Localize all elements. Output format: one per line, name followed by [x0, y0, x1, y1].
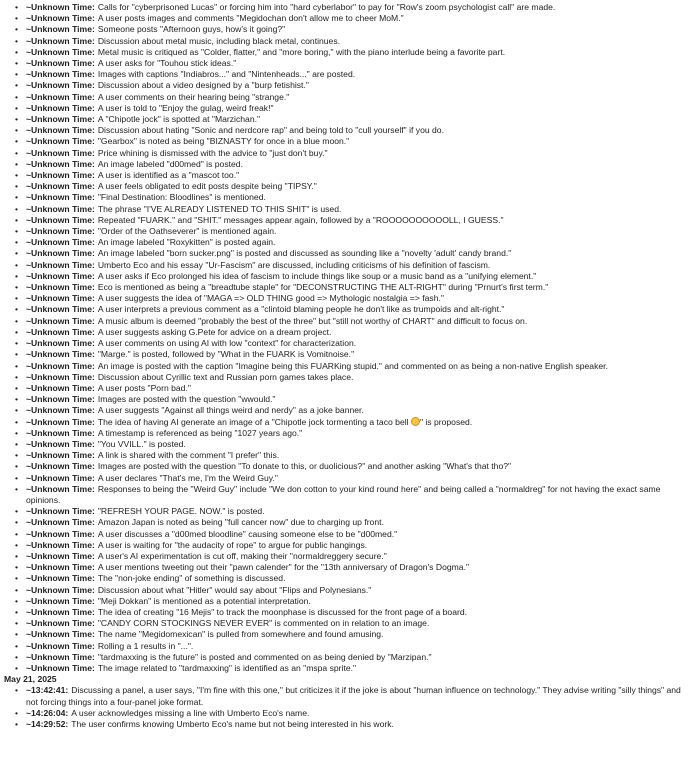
entry-text: Someone posts "Afternoon guys, how's it going?" [97, 24, 286, 35]
entry-time: ~Unknown Time: [26, 450, 95, 461]
list-item [21, 685, 689, 707]
entry-text: "Final Destination: Bloodlines" is mentioned. [97, 192, 266, 203]
date-heading: May 21, 2025 [4, 674, 57, 685]
list-item [21, 92, 689, 103]
entry-time: ~Unknown Time: [26, 573, 95, 584]
entry-time: ~Unknown Time: [26, 282, 95, 293]
list-item [21, 293, 689, 304]
entry-time: ~Unknown Time: [26, 326, 95, 337]
list-item [21, 148, 689, 159]
list-item [21, 607, 689, 618]
entry-time: ~Unknown Time: [26, 35, 95, 46]
entry-time: ~Unknown Time: [26, 203, 95, 214]
entry-time: ~Unknown Time: [26, 483, 95, 494]
entry-text: A user comments on using AI with low "context" for characterization. [97, 338, 357, 349]
entry-time: ~14:26:04: [26, 707, 69, 718]
entry-text: Discussion about hating "Sonic and nerdcore rap" and being told to "cull yourself" if you do. [97, 125, 444, 136]
list-item [21, 58, 689, 69]
entry-time: ~Unknown Time: [26, 506, 95, 517]
list-item [21, 652, 689, 663]
entry-text: A music album is deemed "probably the best of the three" but "still not worthy of CHART" and difficult to focus on. [97, 315, 528, 326]
entry-time: ~Unknown Time: [26, 338, 95, 349]
entry-text: Images are posted with the question "wwould." [97, 394, 276, 405]
entry-text: A user suggests asking G.Pete for advice on a dream project. [97, 326, 332, 337]
list-item [21, 540, 689, 551]
entry-text: A user acknowledges missing a line with Umberto Eco's name. [71, 707, 310, 718]
list-item [21, 47, 689, 58]
list-item [21, 719, 689, 730]
entry-time: ~Unknown Time: [26, 293, 95, 304]
entry-text: The phrase "I'VE ALREADY LISTENED TO THIS SHIT" is used. [97, 203, 342, 214]
entry-time: ~Unknown Time: [26, 349, 95, 360]
entry-text: A user comments on their hearing being "strange." [97, 91, 290, 102]
list-item [21, 338, 689, 349]
list-item [21, 708, 689, 719]
list-item [21, 473, 689, 484]
list-item [21, 215, 689, 226]
list-item [21, 159, 689, 170]
entry-text: An image labeled "d00med" is posted. [97, 158, 243, 169]
entry-time: ~Unknown Time: [26, 46, 95, 57]
entry-text: A timestamp is referenced as being "1027 years ago." [97, 427, 303, 438]
list-item [21, 372, 689, 383]
entry-text: "REFRESH YOUR PAGE. NOW." is posted. [97, 506, 265, 517]
list-item [21, 103, 689, 114]
entry-time: ~Unknown Time: [26, 472, 95, 483]
entry-text-after: " is proposed. [419, 416, 473, 427]
list-item [21, 69, 689, 80]
entry-text: "CANDY CORN STOCKINGS NEVER EVER" is commented on in relation to an image. [97, 618, 430, 629]
entry-time: ~Unknown Time: [26, 517, 95, 528]
list-item [21, 204, 689, 215]
list-item [21, 125, 689, 136]
entry-text: The image related to "tardmaxxing" is identified as an "mspa sprite." [97, 662, 357, 673]
entry-time: ~Unknown Time: [26, 606, 95, 617]
list-item [21, 226, 689, 237]
entry-text: "Gearbox" is noted as being "BIZNASTY for once in a blue moon." [97, 136, 350, 147]
entry-text: Rolling a 1 results in "...". [97, 640, 194, 651]
entry-text: Discussion about what "Hitler" would say about "Flips and Polynesians." [97, 584, 372, 595]
list-item [21, 562, 689, 573]
entry-time: ~Unknown Time: [26, 91, 95, 102]
entry-time: ~Unknown Time: [26, 539, 95, 550]
list-item [21, 2, 689, 13]
entry-text: "tardmaxxing is the future" is posted and commented on as being denied by "Marzipan." [97, 651, 432, 662]
list-item [21, 361, 689, 372]
list-item [21, 248, 689, 259]
entry-text: A user is identified as a "mascot too." [97, 170, 240, 181]
entry-time: ~Unknown Time: [26, 13, 95, 24]
entry-text: Discussing a panel, a user says, "I'm fine with this one," but criticizes it if the joke is about "human influence on technology." They advise writing "silly things" and not forcing things into a four-panel joke format. [26, 685, 681, 707]
entry-text: Discussion about metal music, including black metal, continues. [97, 35, 341, 46]
list-item [21, 551, 689, 562]
entry-time: ~Unknown Time: [26, 80, 95, 91]
entry-time: ~Unknown Time: [26, 360, 95, 371]
entry-text: Discussion about Cyrillic text and Russian porn games takes place. [97, 371, 354, 382]
entry-text: A user posts images and comments "Megidochan don't allow me to cheer MoM." [97, 13, 404, 24]
entry-time: ~13:42:41: [26, 685, 69, 696]
entry-time: ~Unknown Time: [26, 24, 95, 35]
entry-text: "Marge." is posted, followed by "What in the FUARK is Vomitnoise." [97, 349, 355, 360]
entry-time: ~Unknown Time: [26, 181, 95, 192]
list-item [21, 450, 689, 461]
list-item [21, 80, 689, 91]
list-item [21, 114, 689, 125]
entry-time: ~Unknown Time: [26, 136, 95, 147]
list-item [21, 136, 689, 147]
list-item [21, 596, 689, 607]
entry-text: Umberto Eco and his essay "Ur-Fascism" are discussed, including criticisms of his definition of fascism. [97, 259, 491, 270]
entry-text: Eco is mentioned as being a "breadtube staple" for "DECONSTRUCTING THE ALT-RIGHT" during "Prnurt's first term." [97, 282, 549, 293]
list-item [21, 304, 689, 315]
entry-text: A user asks if Eco prolonged his idea of fascism to include things like soup or a music band as a "unifying element." [97, 270, 537, 281]
entry-text: The idea of having AI generate an image of a "Chipotle jock tormenting a taco bell [97, 416, 409, 427]
entry-time: ~Unknown Time: [26, 629, 95, 640]
entry-time: ~Unknown Time: [26, 584, 95, 595]
list-item [21, 417, 689, 428]
entry-text: A link is shared with the comment "I prefer" this. [97, 450, 280, 461]
list-item [21, 405, 689, 416]
entry-time: ~Unknown Time: [26, 528, 95, 539]
entry-time: ~Unknown Time: [26, 147, 95, 158]
entry-text: A user discusses a "d00med bloodline" causing someone else to be "d00med." [97, 528, 398, 539]
entry-time: ~Unknown Time: [26, 158, 95, 169]
list-item [21, 585, 689, 596]
entry-time: ~Unknown Time: [26, 226, 95, 237]
entry-text: Amazon Japan is noted as being "full cancer now" due to charging up front. [97, 517, 384, 528]
entry-time: ~Unknown Time: [26, 304, 95, 315]
list-item [21, 641, 689, 652]
entry-time: ~Unknown Time: [26, 58, 95, 69]
list-item [21, 327, 689, 338]
list-item [21, 383, 689, 394]
entry-time: ~Unknown Time: [26, 394, 95, 405]
face-emoji-icon [411, 417, 420, 426]
list-item [21, 181, 689, 192]
list-item [21, 349, 689, 360]
entry-time: ~Unknown Time: [26, 259, 95, 270]
list-item [21, 13, 689, 24]
entry-time: ~Unknown Time: [26, 562, 95, 573]
list-item [21, 506, 689, 517]
entry-time: ~Unknown Time: [26, 438, 95, 449]
entry-text: The idea of creating "16 Mejis" to track the moonphase is discussed for the front page of a board. [97, 606, 468, 617]
entry-text: "Order of the Oathseverer" is mentioned again. [97, 226, 277, 237]
entry-text: The user confirms knowing Umberto Eco's name but not being interested in his work. [71, 719, 394, 729]
list-item [21, 663, 689, 674]
entry-text: An image is posted with the caption "Imagine being this FUARKing stupid." and commented on as being a non-native English speaker. [97, 360, 608, 371]
entry-time: ~Unknown Time: [26, 2, 95, 12]
entry-time: ~Unknown Time: [26, 237, 95, 248]
entry-text: Calls for "cyberprisoned Lucas" or forcing him into "hard cyberlabor" to pay for "Row's zoom psychologist call" are made. [97, 2, 556, 12]
entry-text: Discussion about a video designed by a "burp fetishist." [97, 80, 309, 91]
entry-text: An image labeled "Roxykitten" is posted again. [97, 237, 276, 248]
entry-time: ~Unknown Time: [26, 595, 95, 606]
entry-text: A "Chipotle jock" is spotted at "Marzichan." [97, 114, 261, 125]
entry-time: ~Unknown Time: [26, 69, 95, 80]
entry-text: "You VVILL." is posted. [97, 438, 186, 449]
entry-text: A user is told to "Enjoy the gulag, weird freak!" [97, 102, 274, 113]
list-item [21, 260, 689, 271]
list-item [21, 428, 689, 439]
entry-text: A user suggests "Against all things weird and nerdy" as a joke banner. [97, 405, 364, 416]
list-item [21, 192, 689, 203]
entry-time: ~Unknown Time: [26, 461, 95, 472]
entry-time: ~Unknown Time: [26, 371, 95, 382]
entry-time: ~Unknown Time: [26, 618, 95, 629]
entry-text: Price whining is dismissed with the advice to "just don't buy." [97, 147, 328, 158]
entry-text: A user's AI experimentation is cut off, making their "normaldreggery secure." [97, 550, 387, 561]
list-item [21, 282, 689, 293]
entry-text: Responses to being the "Weird Guy" include "We don cotton to your kind round here" and being called a "normaldreg" for not having the exact same opinions. [26, 483, 661, 505]
list-item [21, 36, 689, 47]
entry-text: A user feels obligated to edit posts despite being "TIPSY." [97, 181, 317, 192]
entry-list [4, 2, 689, 674]
list-item [21, 237, 689, 248]
entry-time: ~Unknown Time: [26, 170, 95, 181]
list-item [21, 439, 689, 450]
entry-text: Metal music is critiqued as "Colder, flatter," and "more boring," with the piano interlude being a favorite part. [97, 46, 506, 57]
entry-time: ~Unknown Time: [26, 125, 95, 136]
list-item [21, 316, 689, 327]
entry-text: A user mentions tweeting out their "pawn calender" for the "13th anniversary of Dragon's Dogma." [97, 562, 470, 573]
entry-time: ~14:29:52: [26, 719, 69, 729]
entry-text: A user posts "Porn bad." [97, 382, 191, 393]
entry-time: ~Unknown Time: [26, 248, 95, 259]
entry-time: ~Unknown Time: [26, 662, 95, 673]
list-item [21, 618, 689, 629]
entry-text: A user declares "That's me, I'm the Weird Guy." [97, 472, 278, 483]
list-item [21, 461, 689, 472]
entry-time: ~Unknown Time: [26, 270, 95, 281]
entry-text: A user suggests the idea of "MAGA => OLD THING good => Mythologic nostalgia => fash." [97, 293, 444, 304]
entry-list [4, 685, 689, 730]
list-item [21, 170, 689, 181]
entry-time: ~Unknown Time: [26, 550, 95, 561]
entry-time: ~Unknown Time: [26, 416, 95, 427]
entry-text: Images with captions "Indiabros..." and "Nintenheads..." are posted. [97, 69, 356, 80]
entry-time: ~Unknown Time: [26, 114, 95, 125]
list-item [21, 517, 689, 528]
entry-time: ~Unknown Time: [26, 427, 95, 438]
entry-text: The "non-joke ending" of something is discussed. [97, 573, 286, 584]
entry-time: ~Unknown Time: [26, 382, 95, 393]
list-item [21, 394, 689, 405]
entry-time: ~Unknown Time: [26, 192, 95, 203]
list-item [21, 629, 689, 640]
entry-text: "Meji Dokkan" is mentioned as a potential interpretation. [97, 595, 311, 606]
entry-text: A user is waiting for "the audacity of rope" to argue for public hangings. [97, 539, 368, 550]
entry-time: ~Unknown Time: [26, 405, 95, 416]
entry-time: ~Unknown Time: [26, 315, 95, 326]
list-item [21, 271, 689, 282]
entry-text: Images are posted with the question "To donate to this, or duolicious?" and another asking "What's that tho?" [97, 461, 512, 472]
entry-text: A user asks for "Touhou stick ideas." [97, 58, 237, 69]
entry-text: A user interprets a previous comment as a "clintoid blaming people he don't like as trumpoids and alt-right." [97, 304, 505, 315]
entry-time: ~Unknown Time: [26, 214, 95, 225]
entry-time: ~Unknown Time: [26, 102, 95, 113]
entry-text: Repeated "FUARK." and "SHIT." messages appear again, followed by a "ROOOOOOOOOOLL, I GUESS." [97, 214, 504, 225]
list-item [21, 24, 689, 35]
entry-time: ~Unknown Time: [26, 651, 95, 662]
entry-time: ~Unknown Time: [26, 640, 95, 651]
list-item [21, 573, 689, 584]
entry-text: An image labeled "born sucker.png" is posted and discussed as sounding like a "novelty 'adult' candy brand." [97, 248, 512, 259]
entry-text: The name "Megidomexican" is pulled from somewhere and found amusing. [97, 629, 384, 640]
list-item [21, 529, 689, 540]
list-item [21, 484, 689, 506]
